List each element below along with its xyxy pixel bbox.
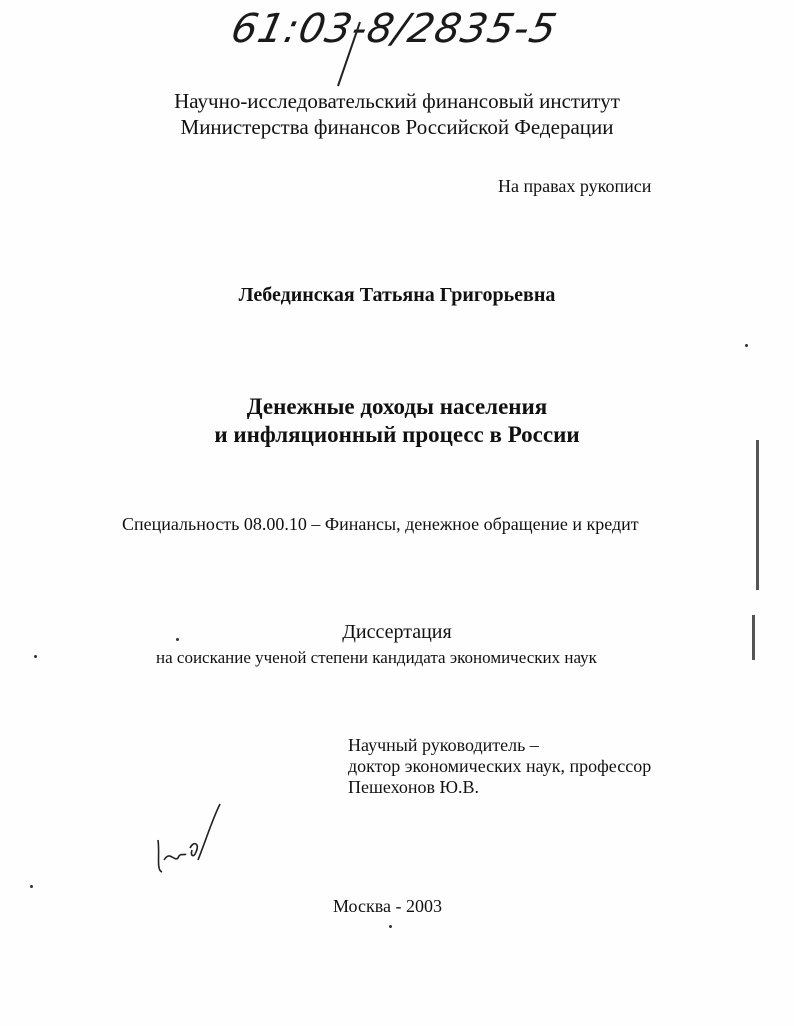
scan-speck	[389, 925, 392, 928]
institution-line-2: Министерства финансов Российской Федерации	[180, 115, 614, 139]
author-name: Лебединская Татьяна Григорьевна	[238, 284, 556, 306]
dissertation-heading: Диссертация	[342, 621, 452, 643]
signature-icon	[150, 800, 230, 880]
specialty-line: Специальность 08.00.10 – Финансы, денежное обращение и кредит	[122, 514, 639, 534]
title-line-1: Денежные доходы населения	[246, 394, 548, 419]
place-year: Москва - 2003	[333, 896, 442, 916]
dissertation-title	[0, 393, 794, 449]
binding-mark	[752, 615, 755, 660]
scan-speck	[30, 885, 33, 888]
archive-code-handwritten: 61:03-8/2835-5	[227, 6, 562, 52]
title-line-2: и инфляционный процесс в России	[214, 422, 580, 447]
advisor-line-2: доктор экономических наук, профессор	[348, 756, 652, 776]
scan-speck	[176, 638, 179, 641]
dissertation-subtitle: на соискание ученой степени кандидата экономических наук	[156, 648, 597, 667]
institution-block	[0, 88, 794, 140]
handwritten-stroke-icon	[330, 20, 370, 90]
advisor-line-1: Научный руководитель –	[348, 735, 539, 755]
advisor-block	[348, 735, 651, 798]
binding-mark	[756, 440, 759, 590]
institution-line-1: Научно-исследовательский финансовый институт	[174, 89, 620, 113]
manuscript-note: На правах рукописи	[498, 176, 652, 196]
advisor-line-3: Пешехонов Ю.В.	[348, 777, 480, 797]
scan-speck	[745, 344, 748, 347]
scan-speck	[34, 655, 37, 658]
